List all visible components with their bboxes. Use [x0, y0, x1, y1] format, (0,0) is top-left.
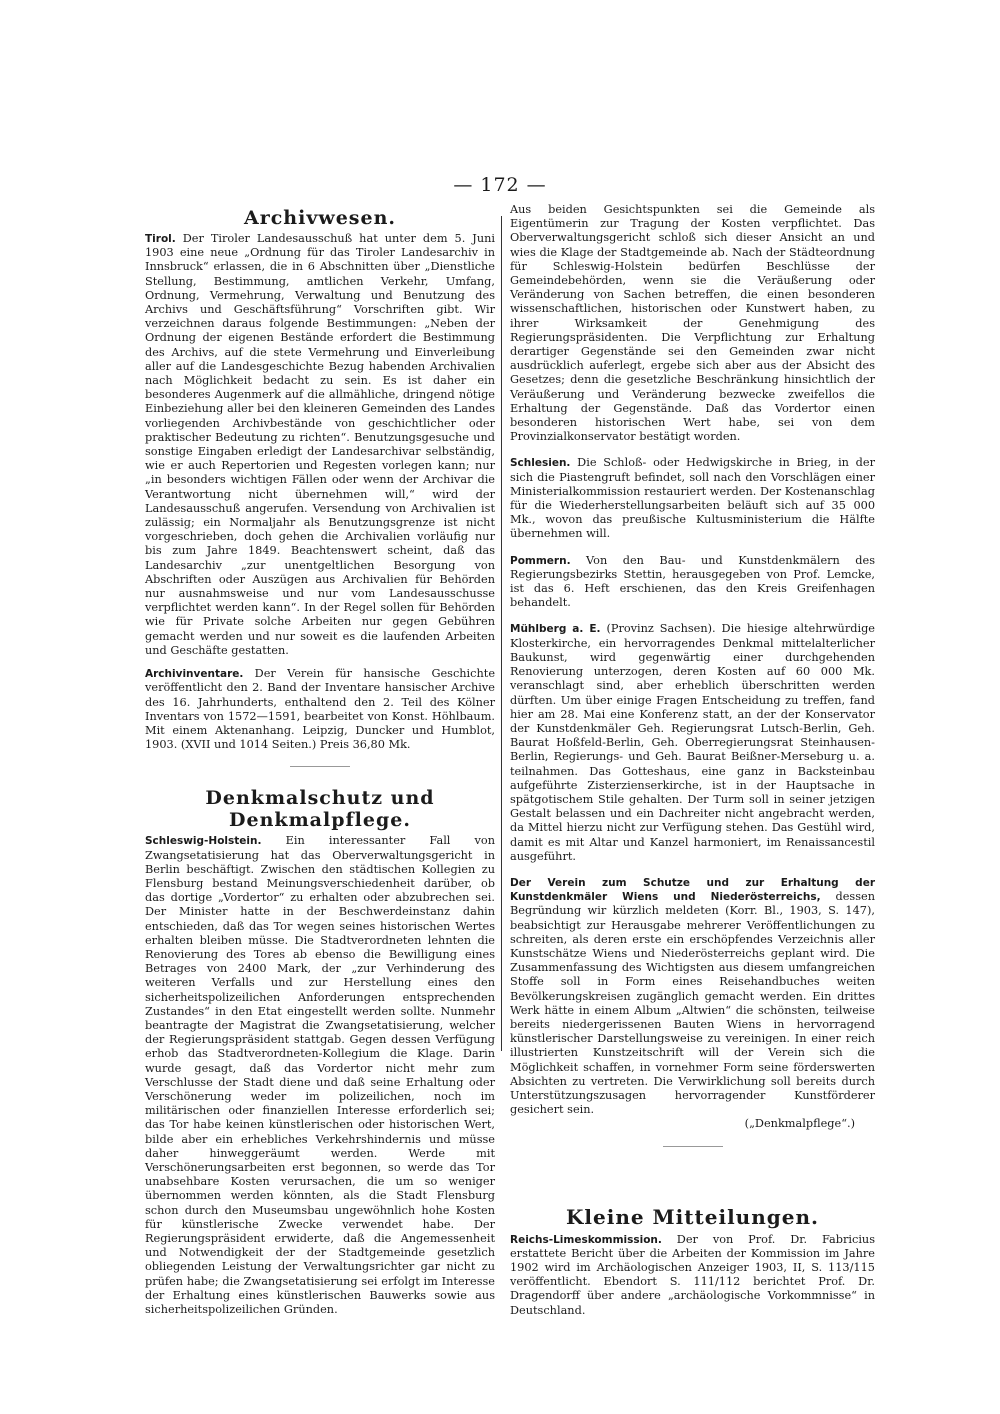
section-heading-kleine-mitteilungen: Kleine Mitteilungen. [566, 1204, 819, 1229]
paragraph-limeskommission [510, 1233, 875, 1318]
text-verein-wien: dessen Begründung wir kürzlich meldeten (Korr. Bl., 1903, S. 147), beabsichtigt zur Herausgabe mehrerer Veröffentlichungen zu schreiten, als deren erste ein erschöpfendes Verzeichnis aller Kunstschätze Wiens und Niederösterreichs geplant wird. Die Zusammenfassung des Wichtigsten aus diesem umfangreichen Stoffe soll in Form eines Reisehandbuches weiten Bevölkerungskreisen zugänglich gemacht werden. Ein drittes Werk hätte in einem Album „Altwien“ die schönsten, teilweise bereits niedergerissenen Bauten Wiens in hervorragend künstlerischer Darstellungsweise zu vereinigen. In einer reich illustrierten Kunstzeitschrift will der Verein sich die Möglichkeit schaffen, in vornehmer Form seine förderswerten Absichten zu vertreten. Die Verwirklichung soll bereits durch Unterstützungszusagen hervorragender Kunstförderer gesichert sein. [510, 890, 875, 1117]
paragraph-continuation: Aus beiden Gesichtspunkten sei die Gemeinde als Eigentümerin zur Tragung der Kosten verpflichtet. Das Oberverwaltungsgericht schloß sich dieser Ansicht an und wies die Klage der Stadtgemeinde ab. Nach der Städteordnung für Schleswig-Holstein bedürfen Beschlüsse der Gemeindebehörden, wenn sie die Veräußerung oder Veränderung von Sachen betreffen, die einen besonderen wissenschaftlichen, historischen oder Kunstwert haben, zu ihrer Wirksamkeit der Genehmigung des Regierungspräsidenten. Die Verpflichtung zur Erhaltung derartiger Gegenstände sei den Gemeinden zwar nicht ausdrücklich auferlegt, ergebe sich aber aus der Absicht des Gesetzes; denn die gesetzliche Beschränkung hinsichtlich der Veräußerung und Veränderung bezwecke zweifellos die Erhaltung der Gegenstände. Daß das Vordertor einen besonderen historischen Wert habe, sei von dem Provinzialkonservator bestätigt worden. [510, 203, 875, 444]
section-heading-denkmalschutz: Denkmalschutz und Denkmalpflege. [205, 787, 435, 832]
left-column [145, 203, 495, 1317]
lead-pommern: Pommern. [510, 554, 571, 567]
source-denkmalpflege: („Denkmalpflege“.) [744, 1117, 855, 1131]
lead-muehlberg: Mühlberg a. E. [510, 623, 601, 636]
text-tirol: Der Tiroler Landesausschuß hat unter dem 5. Juni 1903 eine neue „Ordnung für das Tiroler Landesarchiv in Innsbruck“ erlassen, die in 6 Abschnitten über „Dienstliche Stellung, Bestimmung, amtlichen Verkehr, Umfang, Ordnung, Vermehrung, Verwaltung und Benutzung des Archivs und Geschäftsführung“ Vorschriften gibt. Wir verzeichnen daraus folgende Bestimmungen: „Neben der Ordnung der eigenen Bestände erfordert die Bestimmung des Archivs, auf die stete Vermehrung und Einverleibung aller auf die Landesgeschichte Bezug habenden Archivalien nach Möglichkeit bedacht zu sein. Es ist daher ein besonderes Augenmerk auf die allmähliche, dringend nötige Einbeziehung aller bei den kleineren Gemeinden des Landes vorliegenden Archivbestände von geschichtlicher oder praktischer Bedeutung zu richten“. Benutzungsgesuche und sonstige Eingaben erledigt der Landesarchivar selbständig, wie er auch Repertorien und Regesten vorlegen kann; nur „in besonders wichtigen Fällen oder wenn der Archivar die Verantwortung nicht übernehmen will,“ wird der Landesausschuß angerufen. Versendung von Archivalien ist zulässig; ein Normaljahr als Benutzungsgrenze ist nicht vorgeschrieben, doch gehen die Archivalien vorläufig nur bis zum Jahre 1849. Beachtenswert scheint, daß das Landesarchiv „zur unentgeltlichen Besorgung von Abschriften oder Auszügen aus Archivalien für Behörden nur ausnahmsweise und nur vom Landesausschusse verpflichtet werden kann“. In der Regel sollen für Behörden wie für Private solche Arbeiten nur gegen Gebühren gemacht werden und nur soweit es die laufenden Arbeiten und Geschäfte gestatten. [145, 232, 495, 657]
paragraph-muehlberg [510, 622, 875, 863]
paragraph-pommern [510, 554, 875, 611]
text-schleswig-holstein: Ein interessanter Fall von Zwangsetatisierung hat das Oberverwaltungsgericht in Berlin beschäftigt. Zwischen den städtischen Kollegien zu Flensburg bestand Meinungsverschiedenheit darüber, ob das dortige „Vordertor“ zu erhalten oder abzubrechen sei. Der Minister hatte in der Beschwerdeinstanz dahin entschieden, daß das Tor wegen seines historischen Wertes erhalten bleiben müsse. Die Stadtverordneten lehnten die Renovierung des Tores ab ebenso die Bewilligung eines Betrages von 2400 Mark, der „zur Verhinderung des weiteren Verfalls und zur Herstellung eines den sicherheitspolizeilichen Anforderungen entsprechenden Zustandes“ in den Etat eingestellt werden sollte. Nunmehr beantragte der Magistrat die Zwangsetatisierung, welcher der Regierungspräsident stattgab. Gegen dessen Verfügung erhob das Stadtverordneten-Kollegium die Klage. Darin wurde gesagt, daß das Vordertor nicht mehr zum Verschlusse der Stadt diene und daß seine Erhaltung oder Verschönerung weder im polizeilichen, noch im militärischen oder finanziellen Interesse erforderlich sei; das Tor habe keinen künstlerischen oder historischen Wert, bilde aber ein erhebliches Verkehrshindernis und müsse daher hinweggeräumt werden. Werde mit Verschönerungsarbeiten erst begonnen, so werde das Tor unabsehbare Kosten verursachen, die um so weniger übernommen werden könnten, als die Stadt Flensburg schon durch den Museumsbau ungewöhnlich hohe Kosten für künstlerische Zwecke verwendet habe. Der Regierungspräsident erwiderte, daß die Angemessenheit und Notwendigkeit der der Stadtgemeinde gesetzlich obliegenden Leistung der Verwaltungsrichter gar nicht zu prüfen habe; die Zwangsetatisierung sei erfolgt im Interesse der Erhaltung eines künstlerischen Bauwerks sowie aus sicherheitspolizeilichen Gründen. [145, 834, 495, 1317]
page-number: — 172 — [453, 174, 547, 196]
text-archivinventare: Der Verein für hansische Geschichte veröffentlicht den 2. Band der Inventare hansischer Archive des 16. Jahrhunderts, enthaltend den 2. Teil des Kölner Inventars von 1572—1591, bearbeitet von Konst. Höhlbaum. Mit einem Aktenanhang. Leipzig, Duncker und Humblot, 1903. (XVII und 1014 Seiten.) Preis 36,80 Mk. [145, 667, 495, 752]
lead-schleswig-holstein: Schleswig-Holstein. [145, 835, 262, 848]
column-divider [501, 216, 502, 1051]
text-schlesien: Die Schloß- oder Hedwigskirche in Brieg, in der sich die Piastengruft befindet, soll nach den Vorschlägen einer Ministerialkommission restauriert werden. Der Kostenanschlag für die Wiederherstellungsarbeiten beläuft sich auf 35 000 Mk., wovon das preußische Kultusministerium die Hälfte übernehmen will. [510, 456, 876, 541]
paragraph-schleswig-holstein [145, 834, 495, 1317]
section-separator [290, 766, 350, 767]
section-heading-archivwesen: Archivwesen. [243, 207, 397, 229]
paragraph-schlesien [510, 456, 875, 541]
paragraph-tirol [145, 232, 495, 658]
lead-verein-wien: Der Verein zum Schutze und zur Erhaltung der Kunstdenkmäler Wiens und Niederösterreichs, [510, 876, 875, 904]
paragraph-archivinventare [145, 667, 495, 752]
lead-limeskommission: Reichs-Limeskommission. [510, 1233, 662, 1246]
right-column [510, 203, 876, 1317]
lead-schlesien: Schlesien. [510, 457, 571, 470]
text-limeskommission: Der von Prof. Dr. Fabricius erstattete Bericht über die Arbeiten der Kommission im Jahre 1902 wird im Archäologischen Anzeiger 1903, II, S. 113/115 veröffentlicht. Ebendort S. 111/112 berichtet Prof. Dr. Dragendorff über andere „archäologische Vorkommnisse“ in Deutschland. [510, 1232, 876, 1317]
section-separator-right [663, 1146, 723, 1147]
paragraph-verein-wien [510, 876, 875, 1117]
lead-tirol: Tirol. [145, 233, 176, 245]
text-pommern: Von den Bau- und Kunstdenkmälern des Regierungsbezirks Stettin, herausgegeben von Prof. Lemcke, ist das 6. Heft erschienen, das den Kreis Greifenhagen behandelt. [510, 553, 875, 610]
text-muehlberg: (Provinz Sachsen). Die hiesige altehrwürdige Klosterkirche, ein hervorragendes Denkmal mittelalterlicher Baukunst, wird gegenwärtig einer durchgehenden Renovierung unterzogen, deren Kosten auf 60 000 Mk. veranschlagt sind, aber erheblich überschritten werden dürften. Um über einige Fragen Entscheidung zu treffen, fand hier am 28. Mai eine Konferenz statt, an der der Konservator der Kunstdenkmäler Geh. Regierungsrat Lutsch-Berlin, Geh. Baurat Hoßfeld-Berlin, Geh. Oberregierungsrat Steinhausen-Berlin, Regierungs- und Geh. Baurat Beißner-Merseburg u. a. teilnahmen. Das Gotteshaus, eine ganz in Backsteinbau aufgeführte Zisterzienserkirche, ist in der Hauptsache in spätgotischem Stile gehalten. Der Turm soll in seiner jetzigen Gestalt belassen und ein Dachreiter nicht angebracht werden, da Mittel hierzu nicht zur Verfügung stehen. Das Gestühl wird, damit es mit Altar und Kanzel harmoniert, im Renaissancestil ausgeführt. [510, 622, 875, 863]
lead-archivinventare: Archivinventare. [145, 668, 244, 681]
